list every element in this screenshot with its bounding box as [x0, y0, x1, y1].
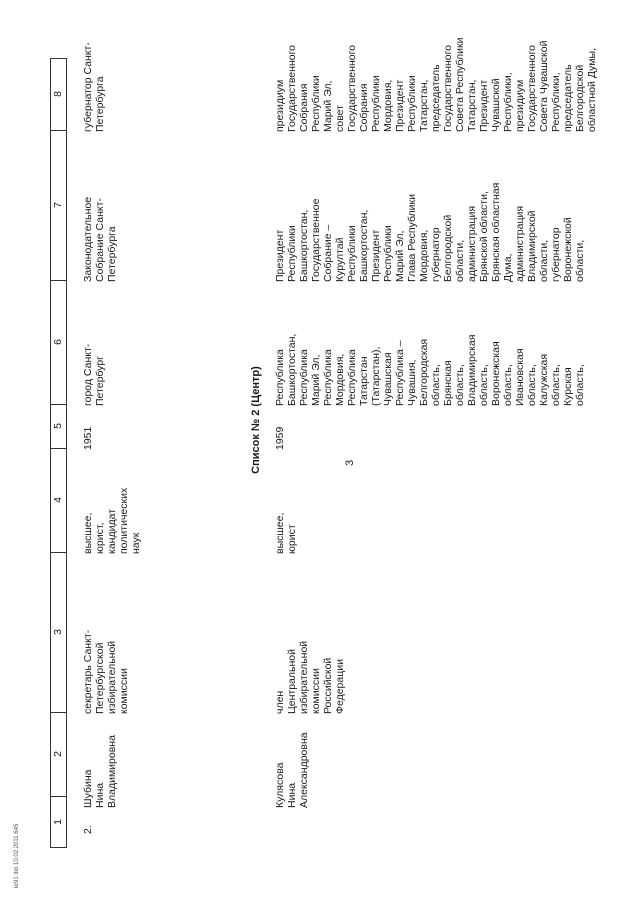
header-col-7: 7 — [51, 130, 66, 281]
header-col-8: 8 — [51, 58, 66, 131]
row1-electoral-body: Законодательное Собрание Санкт- Петербурга — [82, 196, 118, 282]
row1-territory: город Санкт- Петербург — [82, 343, 106, 406]
row2-territory: Республика Башкортостан, Республика Марий Эл, Республика Мордовия, Республика Татарстан (Татарстан), Чувашская Республика – Чувашия, Белгородская область, Брянская область, Владимирская область, Воронежская область, Ивановская область, Калужская область, Курская область, — [274, 333, 586, 406]
row2-education: высшее, юрист — [274, 512, 298, 554]
row2-official: президиум Государственного Собрания Республики Марий Эл, совет Государственного Собрания Республики Мордовия, Президент Республики Татарстан, председатель Государственного Совета Республики Татарстан, Президент Чувашской Республики, президиум Государственного Совета Чувашской Республики, председатель Белгородской областной Думы, — [274, 37, 598, 132]
row2-electoral-body: Президент Республики Башкортостан, Государственное Собрание – Курултай Республики Башкортостан, Президент Республики Марий Эл, Глава Республики Мордовия, губернатор Белгородской области, администрация Брянской области, Брянская областная Дума, администрация Владимирской области, губернатор Воронежской области, — [274, 182, 586, 282]
header-col-4: 4 — [51, 448, 66, 553]
list-heading: Список № 2 (Центр) — [250, 366, 262, 474]
row1-position: секретарь Санкт- Петербургской избирательной комиссии — [82, 629, 130, 714]
footer-code: kr91 ibo 10.02.2011 645 — [14, 823, 20, 888]
row2-position: член Центральной избирательной комиссии Российской Федерации — [274, 640, 346, 714]
row1-year: 1951 — [82, 426, 94, 450]
header-col-5: 5 — [51, 404, 66, 449]
page-number: 3 — [344, 459, 356, 466]
header-col-2: 2 — [51, 712, 66, 797]
row1-number: 2. — [82, 825, 94, 834]
rotated-table — [50, 30, 640, 860]
header-col-6: 6 — [51, 280, 66, 405]
row2-year: 1959 — [274, 426, 286, 450]
header-col-1: 1 — [52, 819, 64, 825]
row1-name: Шубина Нина Владимировна — [82, 735, 118, 808]
row1-education: высшее, юрист, кандидат политических наук — [82, 487, 142, 554]
header-col-3: 3 — [51, 552, 66, 713]
column-header-row — [50, 58, 67, 848]
row1-official: губернатор Санкт- Петербурга — [82, 42, 106, 132]
row2-name: Кулясова Нина Александровна — [274, 732, 310, 808]
